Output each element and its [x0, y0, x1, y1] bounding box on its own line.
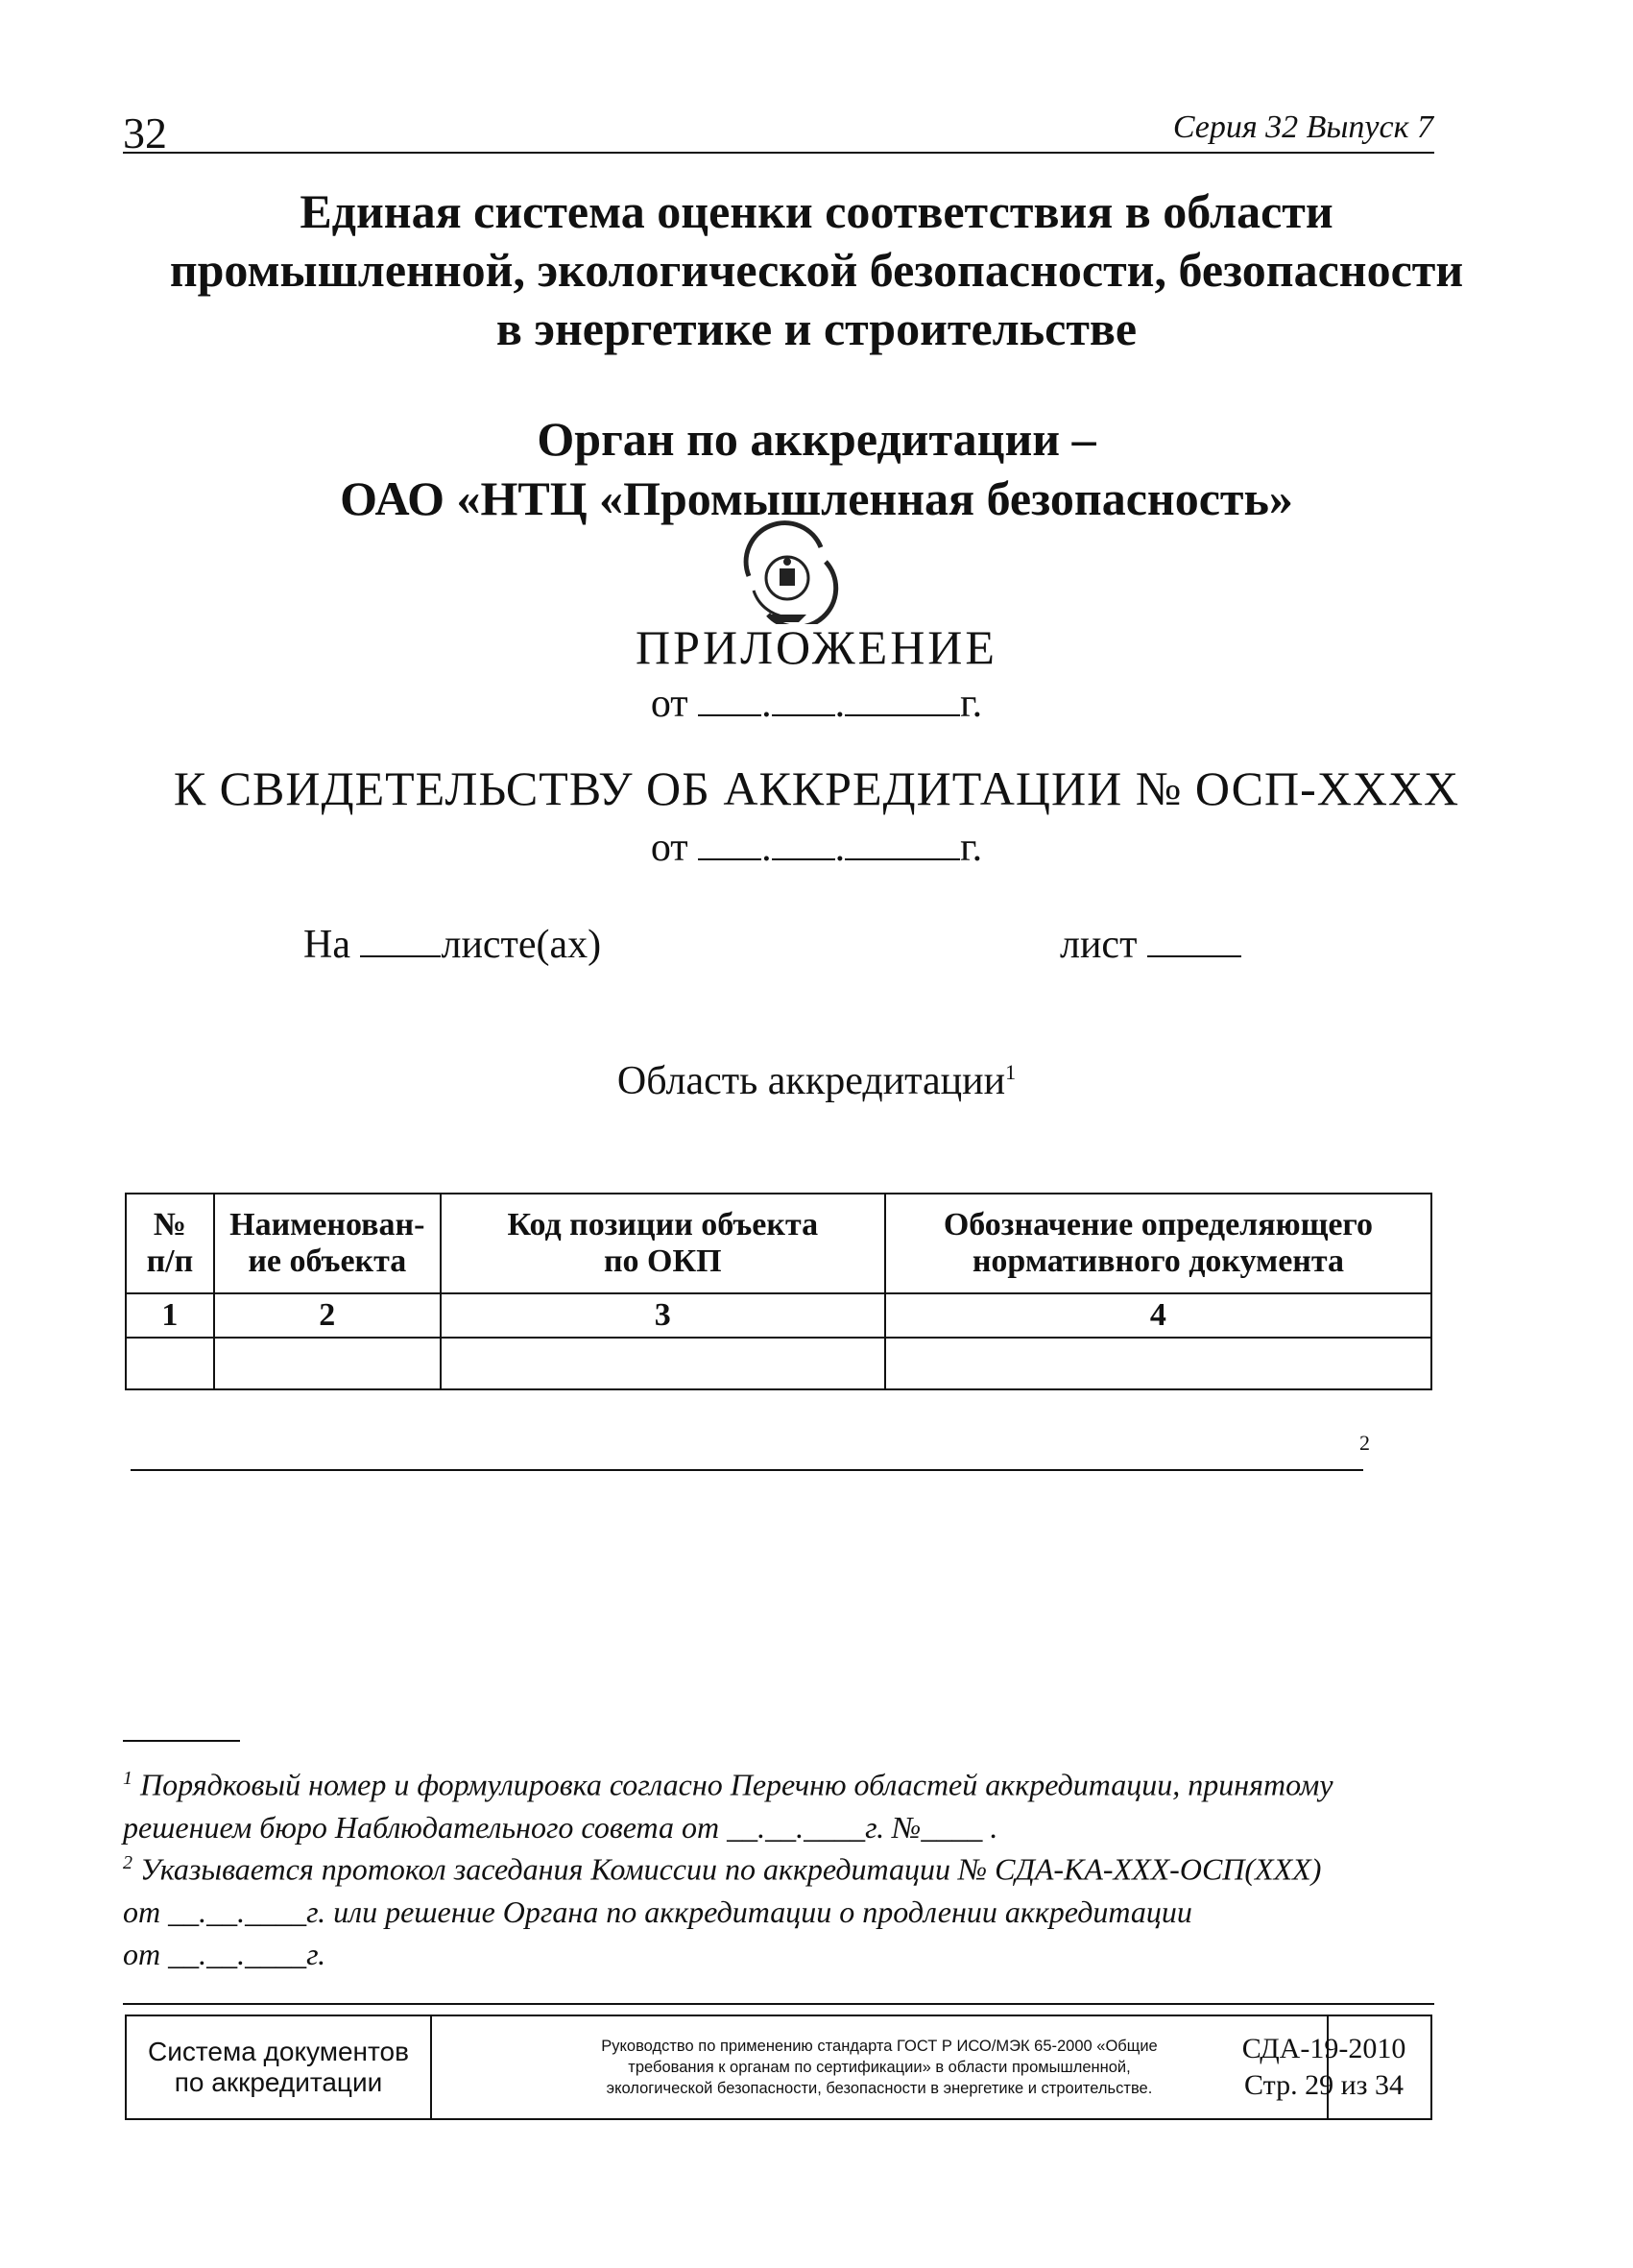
- footer-box: [125, 2015, 1432, 2120]
- sheet-number-blank: [1147, 923, 1241, 957]
- sheets-on-label: На: [303, 923, 350, 967]
- sheet-number: [1060, 922, 1241, 968]
- footer-left-line-2: по аккредитации: [174, 2067, 383, 2097]
- table-cell: [214, 1338, 441, 1389]
- fill-line: [131, 1469, 1363, 1471]
- appendix-date-suffix: г.: [960, 682, 983, 726]
- column-number: 4: [885, 1293, 1431, 1338]
- date-separator: .: [761, 826, 772, 870]
- title-line-2: промышленной, экологической безопасности, безопасности: [169, 243, 1464, 297]
- year-blank: [845, 680, 960, 716]
- footnote-1-line-1: Порядковый номер и формулировка согласно Перечню областей аккредитации, принятому: [140, 1767, 1333, 1802]
- appendix-date-prefix: от: [650, 682, 688, 726]
- title-line-3: в энергетике и строительстве: [495, 302, 1138, 355]
- month-blank: [772, 824, 835, 860]
- footer-mid-line-3: экологической безопасности, безопасности в энергетике и строительстве.: [606, 2080, 1153, 2097]
- year-blank: [845, 824, 960, 860]
- footnote-rule: [123, 1740, 240, 1742]
- certificate-date-suffix: г.: [960, 826, 983, 870]
- column-number: 3: [441, 1293, 885, 1338]
- sheet-label: лист: [1060, 923, 1138, 967]
- header-object-name: Наименован- ие объекта: [214, 1194, 441, 1293]
- appendix-date: [0, 680, 1633, 727]
- table-header-row: [126, 1194, 1431, 1293]
- table-cell: [885, 1338, 1431, 1389]
- sheets-count: [303, 922, 601, 968]
- footnote-2-mark: 2: [123, 1852, 132, 1873]
- day-blank: [698, 680, 761, 716]
- date-separator: .: [834, 826, 846, 870]
- sheets-label: листе(ах): [441, 923, 602, 967]
- footnote-2-line-2: от __.__.____г. или решение Органа по аккредитации о продлении аккредитации: [123, 1894, 1192, 1929]
- footer-guide-title: [430, 2016, 1329, 2118]
- page-number: 32: [123, 109, 167, 157]
- organization-seal-icon: [730, 519, 845, 624]
- certificate-title: К СВИДЕТЕЛЬСТВУ ОБ АККРЕДИТАЦИИ № ОСП-XXXX: [173, 761, 1460, 815]
- certificate-date: [0, 824, 1633, 871]
- organization-line-1: Орган по аккредитации –: [537, 412, 1096, 466]
- footer-mid-line-1: Руководство по применению стандарта ГОСТ Р ИСО/МЭК 65-2000 «Общие: [601, 2038, 1158, 2055]
- footnote-2: [123, 1842, 1448, 1975]
- header-rule: [123, 152, 1434, 154]
- table-numbering-row: [126, 1293, 1431, 1338]
- scope-title-text: Область аккредитации: [616, 1059, 1006, 1103]
- footer-rule: [123, 2003, 1434, 2005]
- month-blank: [772, 680, 835, 716]
- table-row: [126, 1338, 1431, 1389]
- footnote-1: [123, 1757, 1448, 1848]
- title-line-1: Единая система оценки соответствия в области: [300, 184, 1333, 238]
- scope-table: [125, 1193, 1432, 1390]
- footer-left-line-1: Система документов: [148, 2037, 409, 2066]
- footer-mid-line-2: требования к органам по сертификации» в области промышленной,: [628, 2059, 1131, 2076]
- column-number: 1: [126, 1293, 214, 1338]
- footnote-1-line-2: решением бюро Наблюдательного совета от __.__.____г. №____ .: [123, 1809, 998, 1845]
- column-number: 2: [214, 1293, 441, 1338]
- footnote-1-mark: 1: [123, 1768, 132, 1789]
- note-2-mark: 2: [1359, 1431, 1370, 1455]
- footnote-2-line-1: Указывается протокол заседания Комиссии по аккредитации № СДА-КА-XXX-ОСП(XXX): [140, 1851, 1322, 1887]
- footnote-2-line-3: от __.__.____г.: [123, 1936, 326, 1971]
- date-separator: .: [761, 682, 772, 726]
- series-label: Серия 32 Выпуск 7: [1172, 109, 1433, 145]
- scope-title: [0, 1058, 1633, 1104]
- footer-doc-code: СДА-19-2010: [1241, 2033, 1406, 2064]
- header-normative-doc: Обозначение определяющего нормативного документа: [885, 1194, 1431, 1293]
- day-blank: [698, 824, 761, 860]
- footer-doc-info: [1213, 2016, 1434, 2118]
- sheets-count-blank: [360, 923, 441, 957]
- header-index: № п/п: [126, 1194, 214, 1293]
- footer-system-label: [127, 2016, 430, 2118]
- organization-line-2: ОАО «НТЦ «Промышленная безопасность»: [340, 471, 1293, 525]
- header-okp-code: Код позиции объекта по ОКП: [441, 1194, 885, 1293]
- scope-footnote-mark: 1: [1005, 1060, 1017, 1084]
- certificate-date-prefix: от: [650, 826, 688, 870]
- table-cell: [126, 1338, 214, 1389]
- footer-page-info: Стр. 29 из 34: [1244, 2069, 1404, 2101]
- appendix-title: ПРИЛОЖЕНИЕ: [636, 620, 997, 674]
- date-separator: .: [834, 682, 846, 726]
- table-cell: [441, 1338, 885, 1389]
